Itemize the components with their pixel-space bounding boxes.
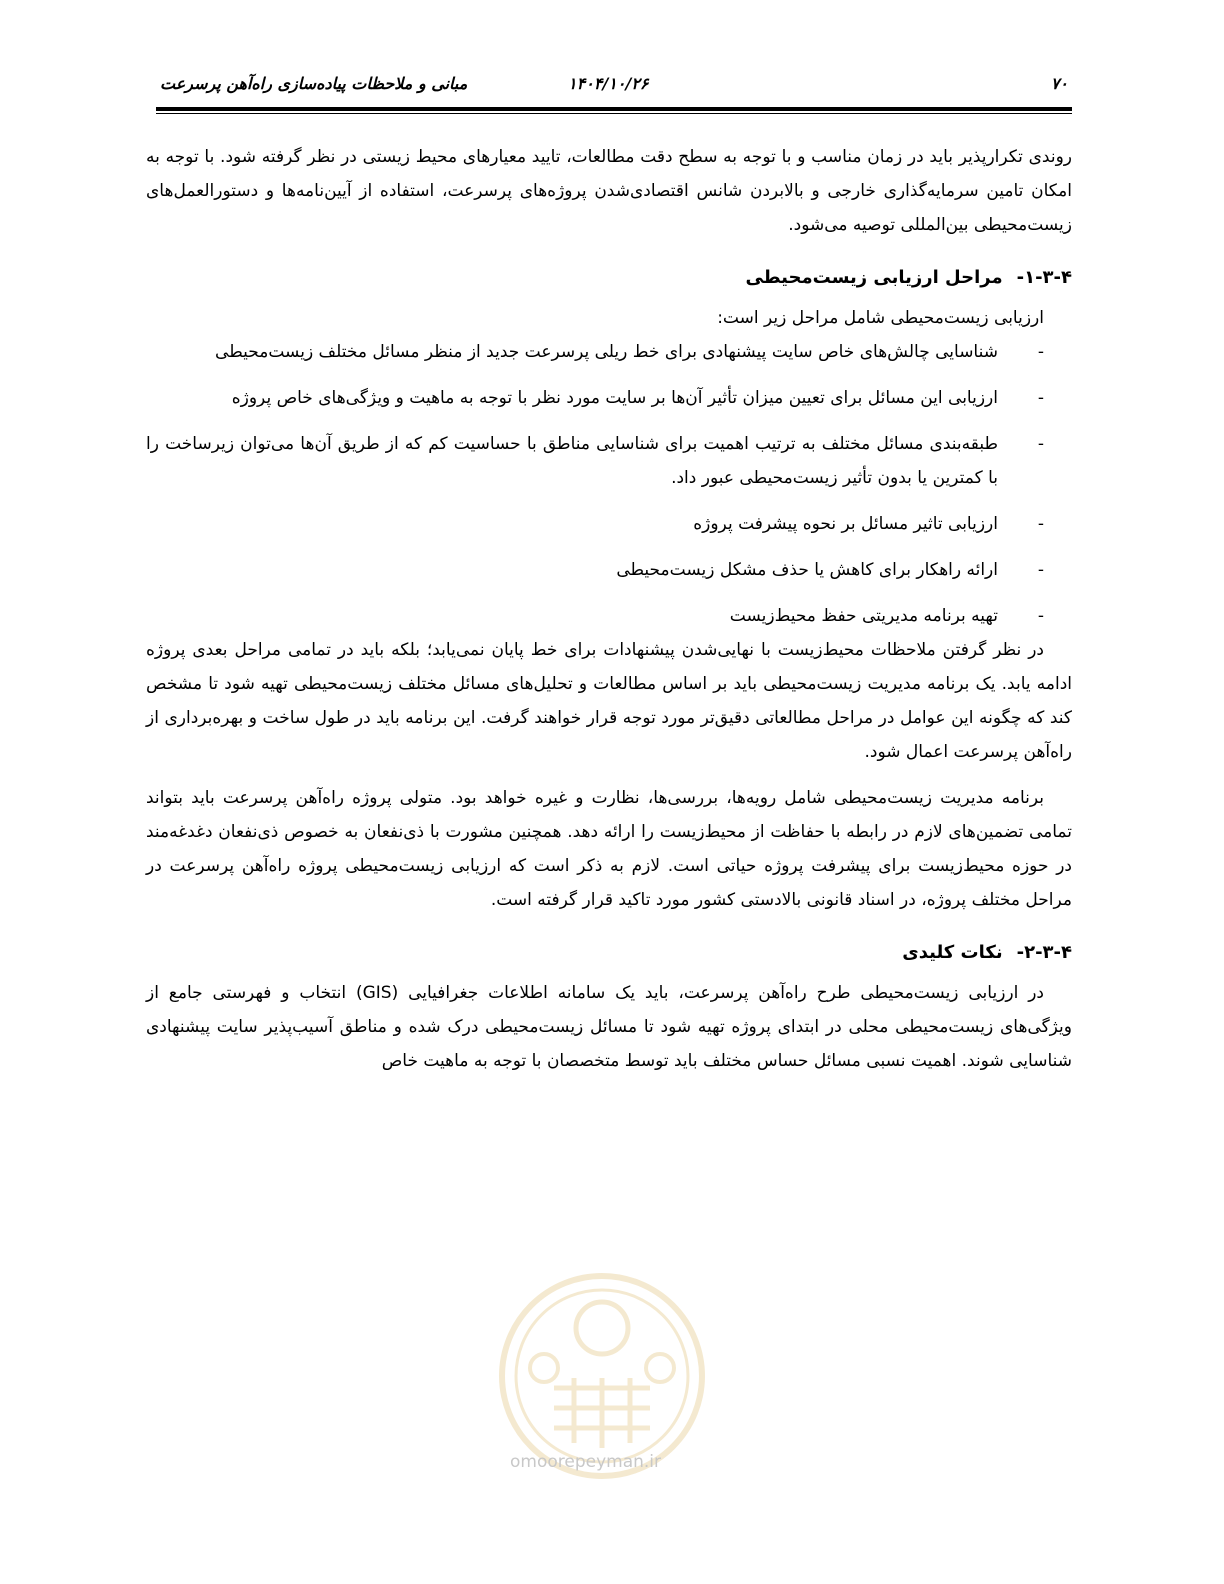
list-item: [146, 427, 1072, 495]
bullet-dash: -: [1037, 388, 1044, 408]
bullet-dash: -: [1037, 606, 1044, 626]
section-heading-1: [146, 261, 1072, 295]
list-lead: ارزیابی زیست‌محیطی شامل مراحل زیر است:: [717, 308, 1044, 328]
bullet-dash: -: [1037, 342, 1044, 362]
bullet-dash: -: [1037, 434, 1044, 454]
list-item: [146, 381, 1072, 415]
assessment-steps-list: [146, 335, 1072, 633]
body-paragraph: در نظر گرفتن ملاحظات محیط‌زیست با نهایی‌شدن پیشنهادات برای خط پایان نمی‌یابد؛ بلکه باید در تمامی مراحل بعدی پروژه ادامه یابد. یک برنامه مدیریت زیست‌محیطی باید بر اساس مطالعات و تحلیل‌های مسائل مختلف زیست‌محیطی تهیه شود تا مشخص کند که چگونه این عوامل در مراحل مطالعاتی دقیق‌تر مورد توجه قرار خواهند گرفت. این برنامه باید در طول ساخت و بهره‌برداری از راه‌آهن پرسرعت اعمال شود.: [146, 640, 1072, 762]
bullet-dash: -: [1037, 514, 1044, 534]
body-paragraph: در ارزیابی زیست‌محیطی طرح راه‌آهن پرسرعت، باید یک سامانه اطلاعات جغرافیایی (GIS) انتخاب و فهرستی جامع از ویژگی‌های زیست‌محیطی محلی در ابتدای پروژه تهیه شود تا مسائل زیست‌محیطی درک شده و مناطق آسیب‌پذیر سایت پیشنهادی شناسایی شوند. اهمیت نسبی مسائل حساس مختلف باید توسط متخصصان با توجه به ماهیت خاص: [146, 983, 1072, 1071]
running-title: مبانی و ملاحظات پیاده‌سازی راه‌آهن پرسرعت: [160, 74, 468, 93]
watermark-url: omoorepeyman.ir: [510, 1452, 662, 1472]
list-item-text: ارزیابی این مسائل برای تعیین میزان تأثیر آن‌ها بر سایت مورد نظر با توجه به ماهیت و ویژگی‌های خاص پروژه: [231, 388, 998, 408]
page-header: [156, 70, 1072, 100]
section-number-1: ۱-۳-۴-: [1016, 267, 1072, 288]
header-rule-thick: [156, 107, 1072, 111]
section-title-2: نکات کلیدی: [902, 942, 1003, 963]
list-item-text: طبقه‌بندی مسائل مختلف به ترتیب اهمیت برای شناسایی مناطق با حساسیت کم که از طریق آن‌ها می‌توان زیرساخت را با کمترین یا بدون تأثیر زیست‌محیطی عبور داد.: [146, 434, 998, 488]
section-heading-2: [146, 936, 1072, 970]
list-item: [146, 507, 1072, 541]
list-item-text: ارزیابی تاثیر مسائل بر نحوه پیشرفت پروژه: [693, 514, 998, 534]
list-item-text: شناسایی چالش‌های خاص سایت پیشنهادی برای خط ریلی پرسرعت جدید از منظر مسائل مختلف زیست‌محیطی: [215, 342, 998, 362]
bullet-dash: -: [1037, 560, 1044, 580]
section-title-1: مراحل ارزیابی زیست‌محیطی: [745, 267, 1003, 288]
body-paragraph: برنامه مدیریت زیست‌محیطی شامل رویه‌ها، بررسی‌ها، نظارت و غیره خواهد بود. متولی پروژه راه‌آهن پرسرعت باید بتواند تمامی تضمین‌های لازم در رابطه با حفاظت از محیط‌زیست را ارائه دهد. همچنین مشورت با ذی‌نفعان به خصوص ذی‌نفعان دغدغه‌مند در حوزه محیط‌زیست برای پیشرفت پروژه حیاتی است. لازم به ذکر است که ارزیابی زیست‌محیطی پروژه راه‌آهن پرسرعت در مراحل مختلف پروژه، در اسناد قانونی بالادستی کشور مورد تاکید قرار گرفته است.: [146, 788, 1072, 910]
header-date: ۱۴۰۴/۱۰/۲۶: [568, 74, 649, 93]
header-rule-thin: [156, 113, 1072, 114]
page-number: ۷۰: [1050, 74, 1068, 93]
list-item: [146, 335, 1072, 369]
intro-paragraph: روندی تکرارپذیر باید در زمان مناسب و با توجه به سطح دقت مطالعات، تایید معیارهای محیط زیستی در نظر گرفته شود. با توجه به امکان تامین سرمایه‌گذاری خارجی و بالابردن شانس اقتصادی‌شدن پروژه‌های پرسرعت، استفاده از آیین‌نامه‌ها و دستورالعمل‌های زیست‌محیطی بین‌المللی توصیه می‌شود.: [146, 147, 1072, 235]
list-item: [146, 599, 1072, 633]
page-body: [146, 140, 1072, 1078]
section-number-2: ۲-۳-۴-: [1016, 942, 1072, 963]
list-item: [146, 553, 1072, 587]
list-item-text: ارائه راهکار برای کاهش یا حذف مشکل زیست‌محیطی: [616, 560, 998, 580]
list-item-text: تهیه برنامه مدیریتی حفظ محیط‌زیست: [729, 606, 998, 626]
